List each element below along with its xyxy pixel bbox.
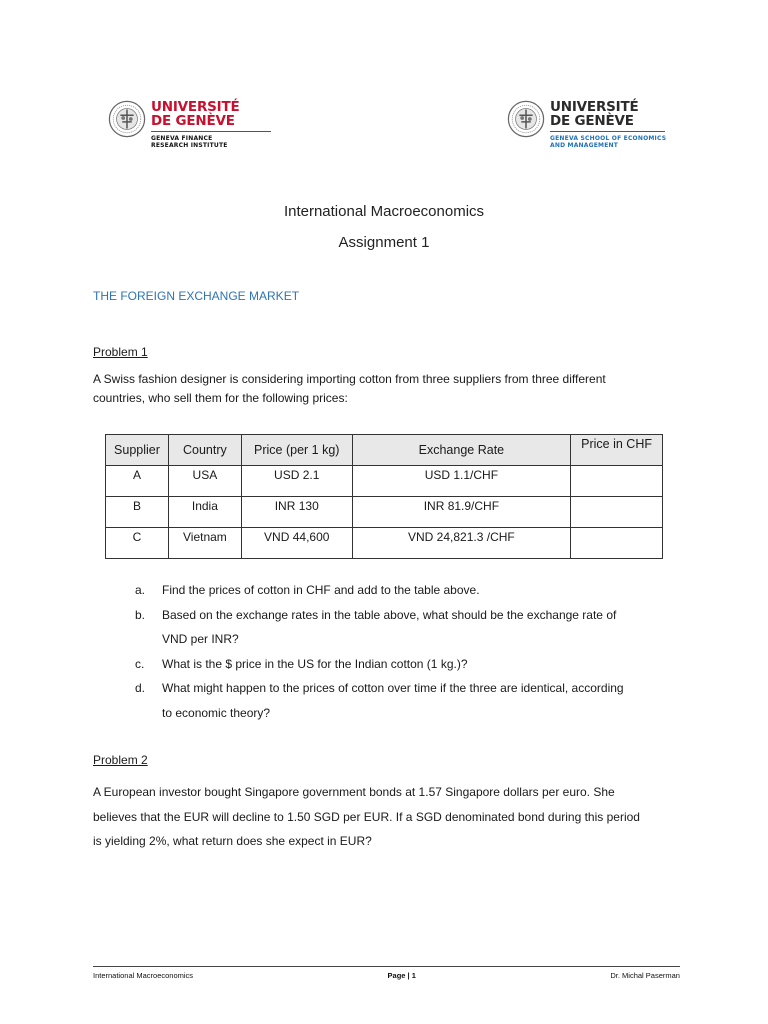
- cell-supplier: A: [106, 466, 169, 497]
- problem1-text-line1: A Swiss fashion designer is considering importing cotton from three suppliers from three different: [93, 372, 606, 386]
- cell-price-in-chf: [571, 466, 663, 497]
- table-header-row: [106, 435, 663, 466]
- problem1-text: [93, 370, 693, 408]
- cell-supplier: B: [106, 497, 169, 528]
- university-seal-icon: [507, 100, 545, 138]
- table-row: [106, 466, 663, 497]
- cell-price: VND 44,600: [241, 528, 352, 559]
- logo-divider: [151, 131, 271, 132]
- logo-sub-line2: RESEARCH INSTITUTE: [151, 142, 228, 149]
- exchange-rate-table: [105, 434, 663, 559]
- problem2-text-line2: believes that the EUR will decline to 1.50 SGD per EUR. If a SGD denominated bond during this period: [93, 809, 640, 824]
- table-row: [106, 497, 663, 528]
- problem1-text-line2: countries, who sell them for the following prices:: [93, 391, 348, 405]
- cell-country: India: [168, 497, 241, 528]
- document-subtitle: Assignment 1: [338, 234, 430, 251]
- list-item: [135, 603, 675, 652]
- logo-geneva-finance-research-institute: [108, 100, 271, 149]
- header-exchange-rate: Exchange Rate: [352, 435, 571, 466]
- logo-name-line1: UNIVERSITÉ: [550, 99, 639, 115]
- cell-supplier: C: [106, 528, 169, 559]
- problem1-heading: Problem 1: [93, 345, 148, 359]
- question-text-line1: Find the prices of cotton in CHF and add to the table above.: [162, 583, 480, 597]
- cell-country: Vietnam: [168, 528, 241, 559]
- problem2-text-line1: A European investor bought Singapore government bonds at 1.57 Singapore dollars per euro. She: [93, 785, 615, 799]
- question-text-line2: VND per INR?: [162, 632, 239, 646]
- logo-sub-line1: GENEVA SCHOOL OF ECONOMICS: [550, 135, 667, 142]
- cell-exchange-rate: USD 1.1/CHF: [352, 466, 571, 497]
- question-letter: b.: [135, 607, 146, 622]
- question-text-line1: What might happen to the prices of cotton over time if the three are identical, according: [162, 681, 624, 695]
- cell-exchange-rate: INR 81.9/CHF: [352, 497, 571, 528]
- document-title: International Macroeconomics: [283, 203, 485, 220]
- problem1-questions: [135, 578, 675, 725]
- question-letter: a.: [135, 583, 146, 597]
- question-letter: d.: [135, 681, 146, 695]
- question-letter: c.: [135, 656, 145, 671]
- logo-sub-line1: GENEVA FINANCE: [151, 135, 213, 142]
- list-item: [135, 676, 675, 725]
- cell-exchange-rate: VND 24,821.3 /CHF: [352, 528, 571, 559]
- problem2-heading: Problem 2: [93, 753, 148, 767]
- page-footer: [93, 966, 680, 980]
- list-item: [135, 652, 675, 677]
- footer-page-number: Page | 1: [387, 971, 416, 980]
- header-price-in-chf: Price in CHF: [571, 435, 663, 466]
- logo-name-line2: DE GENÈVE: [151, 113, 235, 129]
- cell-price-in-chf: [571, 528, 663, 559]
- header-price: Price (per 1 kg): [241, 435, 352, 466]
- cell-price-in-chf: [571, 497, 663, 528]
- header-country: Country: [168, 435, 241, 466]
- problem2-text: [93, 780, 693, 854]
- cell-price: USD 2.1: [241, 466, 352, 497]
- header-supplier: Supplier: [106, 435, 169, 466]
- section-heading: THE FOREIGN EXCHANGE MARKET: [93, 289, 300, 303]
- table-row: [106, 528, 663, 559]
- cell-price: INR 130: [241, 497, 352, 528]
- cell-country: USA: [168, 466, 241, 497]
- question-text-line2: to economic theory?: [162, 705, 271, 720]
- question-text-line1: What is the $ price in the US for the Indian cotton (1 kg.)?: [162, 656, 468, 671]
- list-item: [135, 578, 675, 603]
- logo-name-line2: DE GENÈVE: [550, 113, 634, 129]
- question-text-line1: Based on the exchange rates in the table above, what should be the exchange rate of: [162, 607, 617, 622]
- university-seal-icon: [108, 100, 146, 138]
- logo-geneva-school-of-economics: [507, 100, 666, 149]
- logo-name-line1: UNIVERSITÉ: [151, 99, 240, 115]
- logo-divider: [550, 131, 665, 132]
- footer-author: Dr. Michal Paserman: [610, 971, 680, 980]
- logo-sub-line2: AND MANAGEMENT: [550, 142, 619, 149]
- footer-course-name: International Macroeconomics: [93, 971, 194, 980]
- problem2-text-line3: is yielding 2%, what return does she expect in EUR?: [93, 834, 372, 848]
